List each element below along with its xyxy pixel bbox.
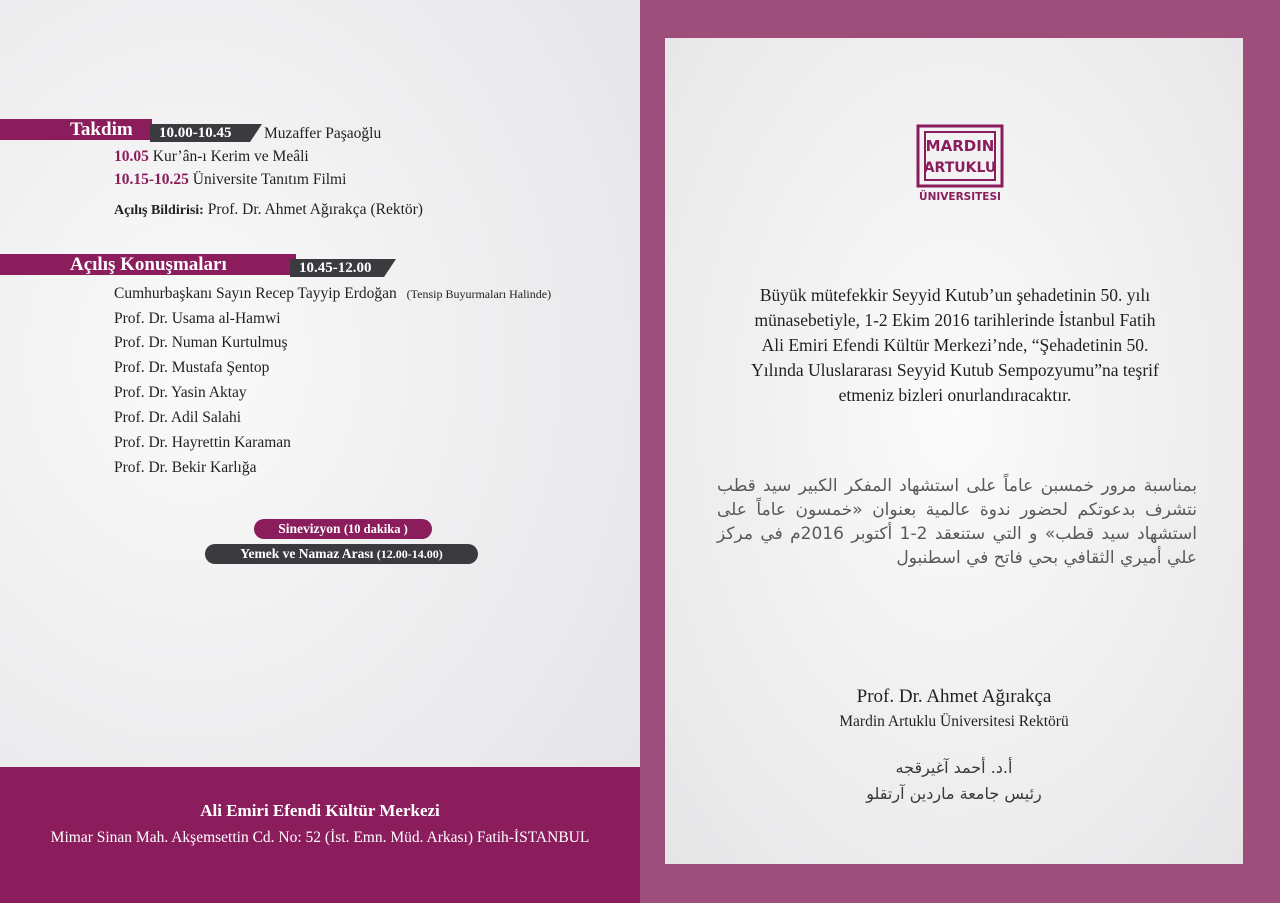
speaker-item: Prof. Dr. Usama al-Hamwi (114, 310, 281, 327)
speaker-item (114, 284, 551, 304)
konusmalar-time-badge (290, 259, 384, 277)
invitation-panel (640, 0, 1280, 903)
speaker-item: Prof. Dr. Mustafa Şentop (114, 359, 270, 376)
konusmalar-header (0, 254, 296, 275)
takdim-presenter: Muzaffer Paşaoğlu (264, 125, 382, 142)
yemek-pill (205, 544, 478, 564)
logo-text-3: ÜNIVERSITESI (919, 191, 1001, 203)
speaker-name: Cumhurbaşkanı Sayın Recep Tayyip Erdoğan (114, 285, 397, 302)
program-item-time: 10.05 (114, 148, 149, 165)
venue-address: Mimar Sinan Mah. Akşemsettin Cd. No: 52 (İst. Emn. Müd. Arkası) Fatih-İSTANBUL (50, 829, 590, 846)
speaker-item: Prof. Dr. Bekir Karlığa (114, 459, 257, 476)
invitation-line: Ali Emiri Efendi Kültür Merkezi’nde, “Şehadetinin 50. (761, 335, 1149, 355)
speaker-item: Prof. Dr. Yasin Aktay (114, 384, 247, 401)
sinevizyon-pill (254, 519, 432, 539)
signature-title-ar: رئيس جامعة ماردين آرتقلو (866, 784, 1042, 803)
speaker-item: Prof. Dr. Hayrettin Karaman (114, 434, 291, 451)
yemek-note: (12.00-14.00) (376, 547, 443, 561)
sinevizyon-label: Sinevizyon (278, 521, 341, 536)
invitation-text-ar: بمناسبة مرور خمسبن عاماً على استشهاد المفكر الكبير سيد قطب نتشرف بدعوتكم لحضور ندوة عالمية بعنوان «خمسون عاماً على استشهاد سيد قطب» و التي ستنعقد 2-1 أكتوبر 2016م في مركز علي أميري الثقافي بحي فاتح في اسطنبول (717, 476, 1197, 568)
opening-statement-label: Açılış Bildirisi: (114, 203, 204, 218)
venue-footer (0, 767, 640, 903)
venue-name: Ali Emiri Efendi Kültür Merkezi (200, 801, 440, 820)
invitation-line: Yılında Uluslararası Seyyid Kutub Sempozyumu”na teşrif (751, 360, 1159, 380)
program-item (114, 170, 346, 190)
invitation-card (665, 38, 1243, 864)
invitation-line: etmeniz bizleri onurlandıracaktır. (838, 385, 1072, 405)
takdim-time: 10.00-10.45 (159, 125, 232, 141)
signature-name: Prof. Dr. Ahmet Ağırakça (856, 686, 1052, 707)
university-logo (915, 124, 1005, 204)
speaker-note: (Tensip Buyurmaları Halinde) (406, 287, 552, 301)
invitation-text-tr (705, 283, 1205, 408)
takdim-header (0, 119, 152, 140)
speaker-item: Prof. Dr. Adil Salahi (114, 409, 242, 426)
program-item-time: 10.15-10.25 (114, 171, 189, 188)
opening-statement (114, 200, 423, 221)
logo-text-1: MARDIN (925, 137, 995, 155)
signature-name-ar: أ.د. أحمد آغيرقجه (895, 758, 1013, 777)
yemek-label: Yemek ve Namaz Arası (240, 546, 374, 561)
takdim-time-badge (150, 124, 250, 142)
program-item (114, 147, 309, 167)
program-item-text: Üniversite Tanıtım Filmi (192, 171, 347, 188)
opening-statement-text: Prof. Dr. Ahmet Ağırakça (Rektör) (207, 201, 423, 218)
invitation-line: Büyük mütefekkir Seyyid Kutub’un şehadetinin 50. yılı (759, 285, 1151, 305)
sinevizyon-note: (10 dakika ) (343, 522, 408, 536)
invitation-line: münasebetiyle, 1-2 Ekim 2016 tarihlerinde İstanbul Fatih (754, 310, 1156, 330)
speaker-item: Prof. Dr. Numan Kurtulmuş (114, 334, 288, 351)
takdim-label: Takdim (70, 119, 133, 140)
signature-title: Mardin Artuklu Üniversitesi Rektörü (839, 713, 1069, 730)
konusmalar-label: Açılış Konuşmaları (70, 254, 227, 275)
konusmalar-time: 10.45-12.00 (299, 260, 372, 276)
program-item-text: Kur’ân-ı Kerim ve Meâli (152, 148, 309, 165)
logo-text-2: ARTUKLU (923, 160, 997, 176)
